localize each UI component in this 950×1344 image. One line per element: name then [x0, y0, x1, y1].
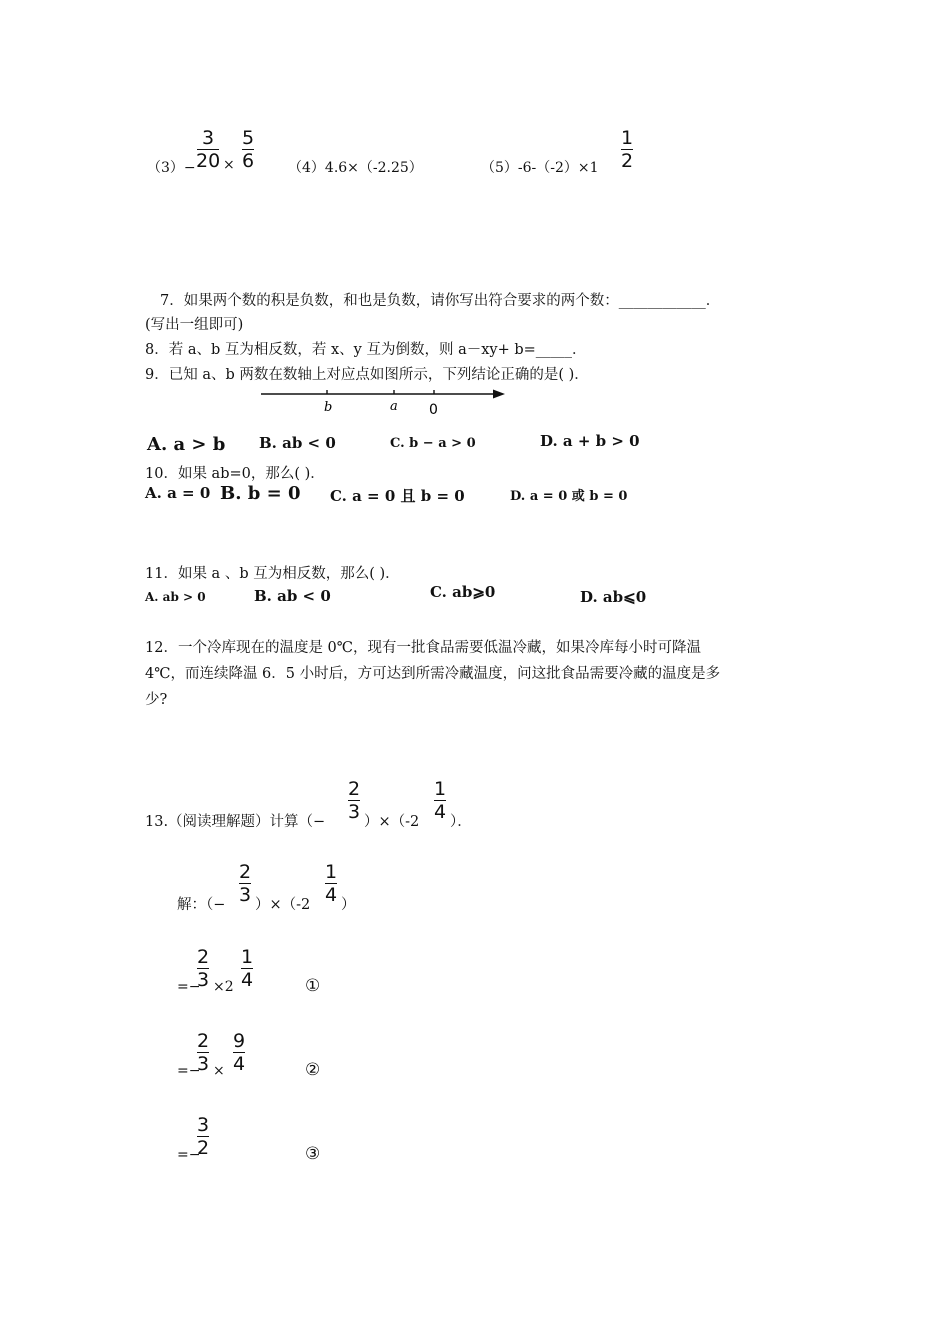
q10-option-a: A. a = 0	[145, 484, 211, 502]
q10-option-c: C. a = 0 且 b = 0	[330, 487, 465, 505]
q9-option-a: A. a > b	[147, 434, 226, 455]
q10-option-b: B. b = 0	[220, 483, 301, 504]
fraction-3-20: 3 20	[196, 127, 221, 172]
q13-fraction-2-3: 2 3	[347, 778, 361, 823]
solution-fraction-1-4: 1 4	[324, 861, 338, 906]
q11-option-a: A. ab > 0	[145, 590, 206, 604]
q13-mid: ）×（-2	[364, 814, 420, 830]
q8-text: 8．若 a、b 互为相反数，若 x、y 互为倒数，则 a－xy+ b=_____．	[145, 342, 587, 358]
label-zero: 0	[429, 402, 438, 418]
q9-option-c: C. b − a > 0	[390, 436, 476, 451]
step1-fraction-2-3: 2 3	[196, 946, 210, 991]
step1-times: ×2	[213, 979, 234, 995]
q7-line2: (写出一组即可)	[145, 317, 244, 333]
fraction-1-2: 1 2	[620, 127, 634, 172]
q9-option-b: B. ab < 0	[259, 434, 336, 452]
solution-end: ）	[341, 897, 356, 913]
step2-mark: ②	[305, 1060, 321, 1080]
label-b: b	[324, 400, 333, 415]
q9-text: 9．已知 a、b 两数在数轴上对应点如图所示，下列结论正确的是( )．	[145, 367, 589, 383]
q7-line1: 7．如果两个数的积是负数，和也是负数，请你写出符合要求的两个数：____________．	[160, 293, 721, 309]
q13-fraction-1-4: 1 4	[433, 778, 447, 823]
q12-line2: 4℃，而连续降温 6．5 小时后，方可达到所需冷藏温度，问这批食品需要冷藏的温度是多	[145, 666, 721, 682]
q9-option-d: D. a + b > 0	[540, 432, 640, 450]
q13-prefix: 13.（阅读理解题）计算（−	[145, 814, 326, 830]
q13-suffix: ）．	[450, 814, 472, 830]
step2-prefix: =−	[177, 1063, 201, 1079]
q11-option-c: C. ab⩾0	[430, 583, 496, 601]
solution-label: 解：（−	[177, 897, 226, 913]
step3-mark: ③	[305, 1144, 321, 1164]
q10-text: 10．如果 ab=0，那么( )．	[145, 466, 325, 482]
fraction-5-6: 5 6	[241, 127, 255, 172]
step2-fraction-9-4: 9 4	[232, 1030, 246, 1075]
item-4: （4）4.6×（-2.25）	[288, 160, 423, 176]
step3-prefix: =−	[177, 1147, 201, 1163]
step1-prefix: =−	[177, 979, 201, 995]
solution-fraction-2-3: 2 3	[238, 861, 252, 906]
number-line-arrow	[493, 390, 505, 399]
q12-line1: 12．一个冷库现在的温度是 0℃，现有一批食品需要低温冷藏，如果冷库每小时可降温	[145, 640, 702, 656]
step2-fraction-2-3: 2 3	[196, 1030, 210, 1075]
label-a: a	[390, 399, 398, 414]
q12-line3: 少?	[145, 692, 168, 708]
q11-option-b: B. ab < 0	[254, 587, 331, 605]
item-3-prefix: （3）−	[147, 160, 196, 176]
step1-fraction-1-4: 1 4	[240, 946, 254, 991]
step2-times: ×	[213, 1063, 225, 1079]
solution-mid: ）×（-2	[255, 897, 311, 913]
step3-fraction-3-2: 3 2	[196, 1114, 210, 1159]
q11-text: 11．如果 a 、b 互为相反数，那么( )．	[145, 566, 400, 582]
step1-mark: ①	[305, 976, 321, 996]
number-line	[255, 383, 510, 423]
q10-option-d: D. a = 0 或 b = 0	[510, 489, 628, 504]
item-5-prefix: （5）-6-（-2）×1	[481, 160, 599, 176]
q11-option-d: D. ab⩽0	[580, 588, 647, 606]
